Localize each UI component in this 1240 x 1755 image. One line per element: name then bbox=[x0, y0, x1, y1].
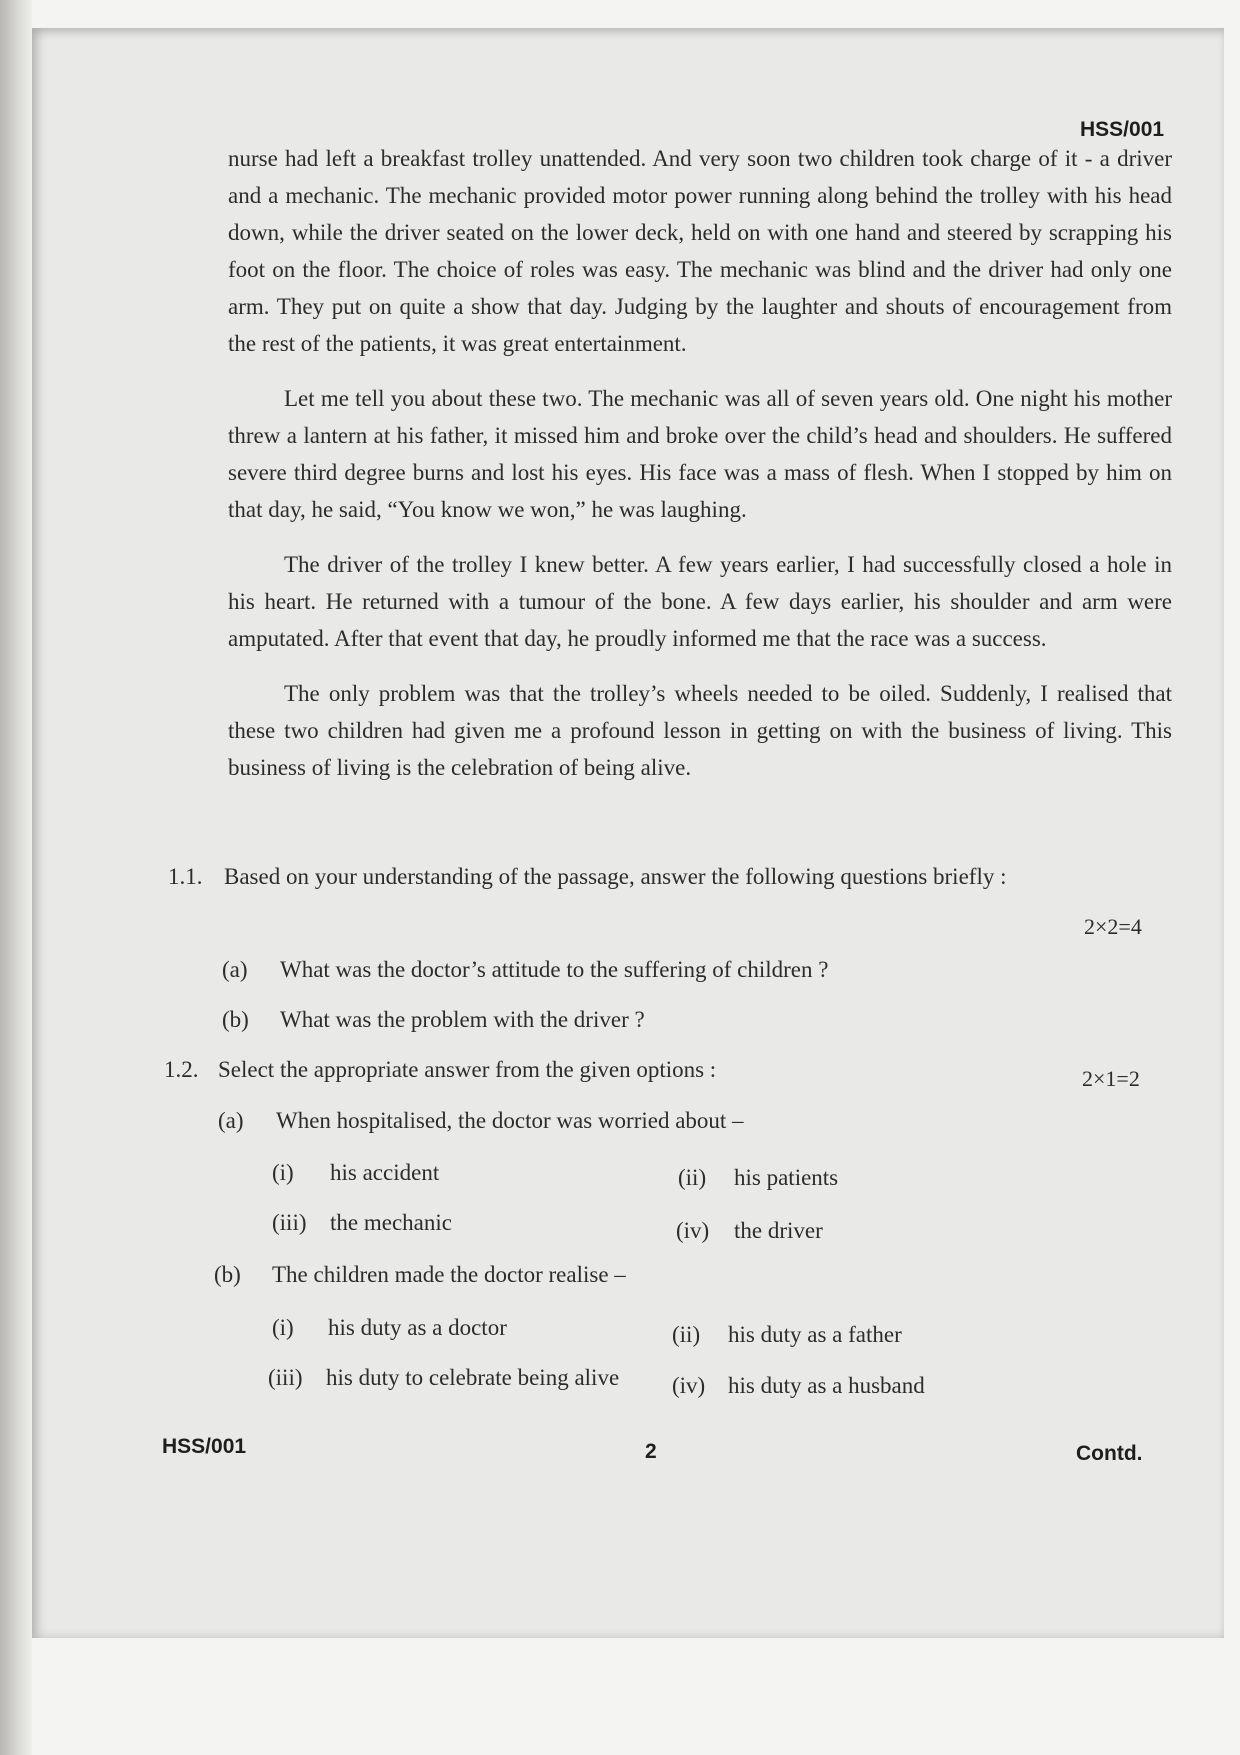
option-text: his accident bbox=[330, 1160, 440, 1185]
option-label: (i) bbox=[272, 1315, 294, 1340]
footer-contd: Contd. bbox=[1076, 1442, 1143, 1465]
option-label: (ii) bbox=[672, 1322, 701, 1347]
option-label: (iv) bbox=[672, 1373, 706, 1398]
reading-passage bbox=[228, 140, 1172, 804]
option-label: (iv) bbox=[676, 1218, 710, 1243]
question-1-1-text: Based on your understanding of the passage, answer the following questions briefly : bbox=[224, 864, 1007, 889]
page-left-edge bbox=[0, 0, 32, 1755]
question-1-1-marks: 2×2=4 bbox=[1084, 914, 1142, 939]
option-text: his duty as a father bbox=[728, 1322, 902, 1347]
question-1-2-b-text: The children made the doctor realise – bbox=[272, 1262, 626, 1287]
option-label: (i) bbox=[272, 1160, 294, 1185]
option-text: his patients bbox=[734, 1165, 839, 1190]
paper-code-top: HSS/001 bbox=[1080, 118, 1165, 141]
question-1-2-a-text: When hospitalised, the doctor was worried about – bbox=[276, 1108, 744, 1133]
option-text: his duty as a husband bbox=[728, 1373, 925, 1398]
footer-paper-code: HSS/001 bbox=[162, 1435, 247, 1458]
passage-paragraph-1: nurse had left a breakfast trolley unattended. And very soon two children took charge of it - a driver and a mechanic. The mechanic provided motor power running along behind the trolley with his head down, while the driver seated on the lower deck, held on with one hand and steered by scrapping his foot on the floor. The choice of roles was easy. The mechanic was blind and the driver had only one arm. They put on quite a show that day. Judging by the laughter and shouts of encouragement from the rest of the patients, it was great entertainment. bbox=[228, 146, 1172, 356]
question-1-1-a-text: What was the doctor’s attitude to the suffering of children ? bbox=[280, 957, 829, 982]
passage-paragraph-2: Let me tell you about these two. The mechanic was all of seven years old. One night his mother threw a lantern at his father, it missed him and broke over the child’s head and shoulders. He suffered severe third degree burns and lost his eyes. His face was a mass of flesh. When I stopped by him on that day, he said, “You know we won,” he was laughing. bbox=[228, 386, 1172, 522]
page-number: 2 bbox=[645, 1440, 657, 1463]
question-1-2-number: 1.2. bbox=[164, 1057, 199, 1082]
question-1-2-marks: 2×1=2 bbox=[1082, 1066, 1140, 1091]
option-label: (ii) bbox=[678, 1165, 707, 1190]
option-text: his duty as a doctor bbox=[328, 1315, 507, 1340]
question-1-2-b-label: (b) bbox=[214, 1262, 241, 1287]
question-1-2-a-label: (a) bbox=[218, 1108, 244, 1133]
question-1-1-b-label: (b) bbox=[222, 1007, 249, 1032]
question-1-1-a-label: (a) bbox=[222, 957, 248, 982]
question-1-1-number: 1.1. bbox=[168, 864, 203, 889]
option-text: the mechanic bbox=[330, 1210, 452, 1235]
question-1-2-text: Select the appropriate answer from the given options : bbox=[218, 1057, 717, 1082]
question-1-1-b-text: What was the problem with the driver ? bbox=[280, 1007, 645, 1032]
option-label: (iii) bbox=[268, 1365, 303, 1390]
option-text: the driver bbox=[734, 1218, 823, 1243]
passage-paragraph-4: The only problem was that the trolley’s wheels needed to be oiled. Suddenly, I realised that these two children had given me a profound lesson in getting on with the business of living. This business of living is the celebration of being alive. bbox=[228, 681, 1172, 780]
option-label: (iii) bbox=[272, 1210, 307, 1235]
option-text: his duty to celebrate being alive bbox=[326, 1365, 620, 1390]
passage-paragraph-3: The driver of the trolley I knew better. A few years earlier, I had successfully closed a hole in his heart. He returned with a tumour of the bone. A few days earlier, his shoulder and arm were amputated. After that event that day, he proudly informed me that the race was a success. bbox=[228, 552, 1172, 651]
